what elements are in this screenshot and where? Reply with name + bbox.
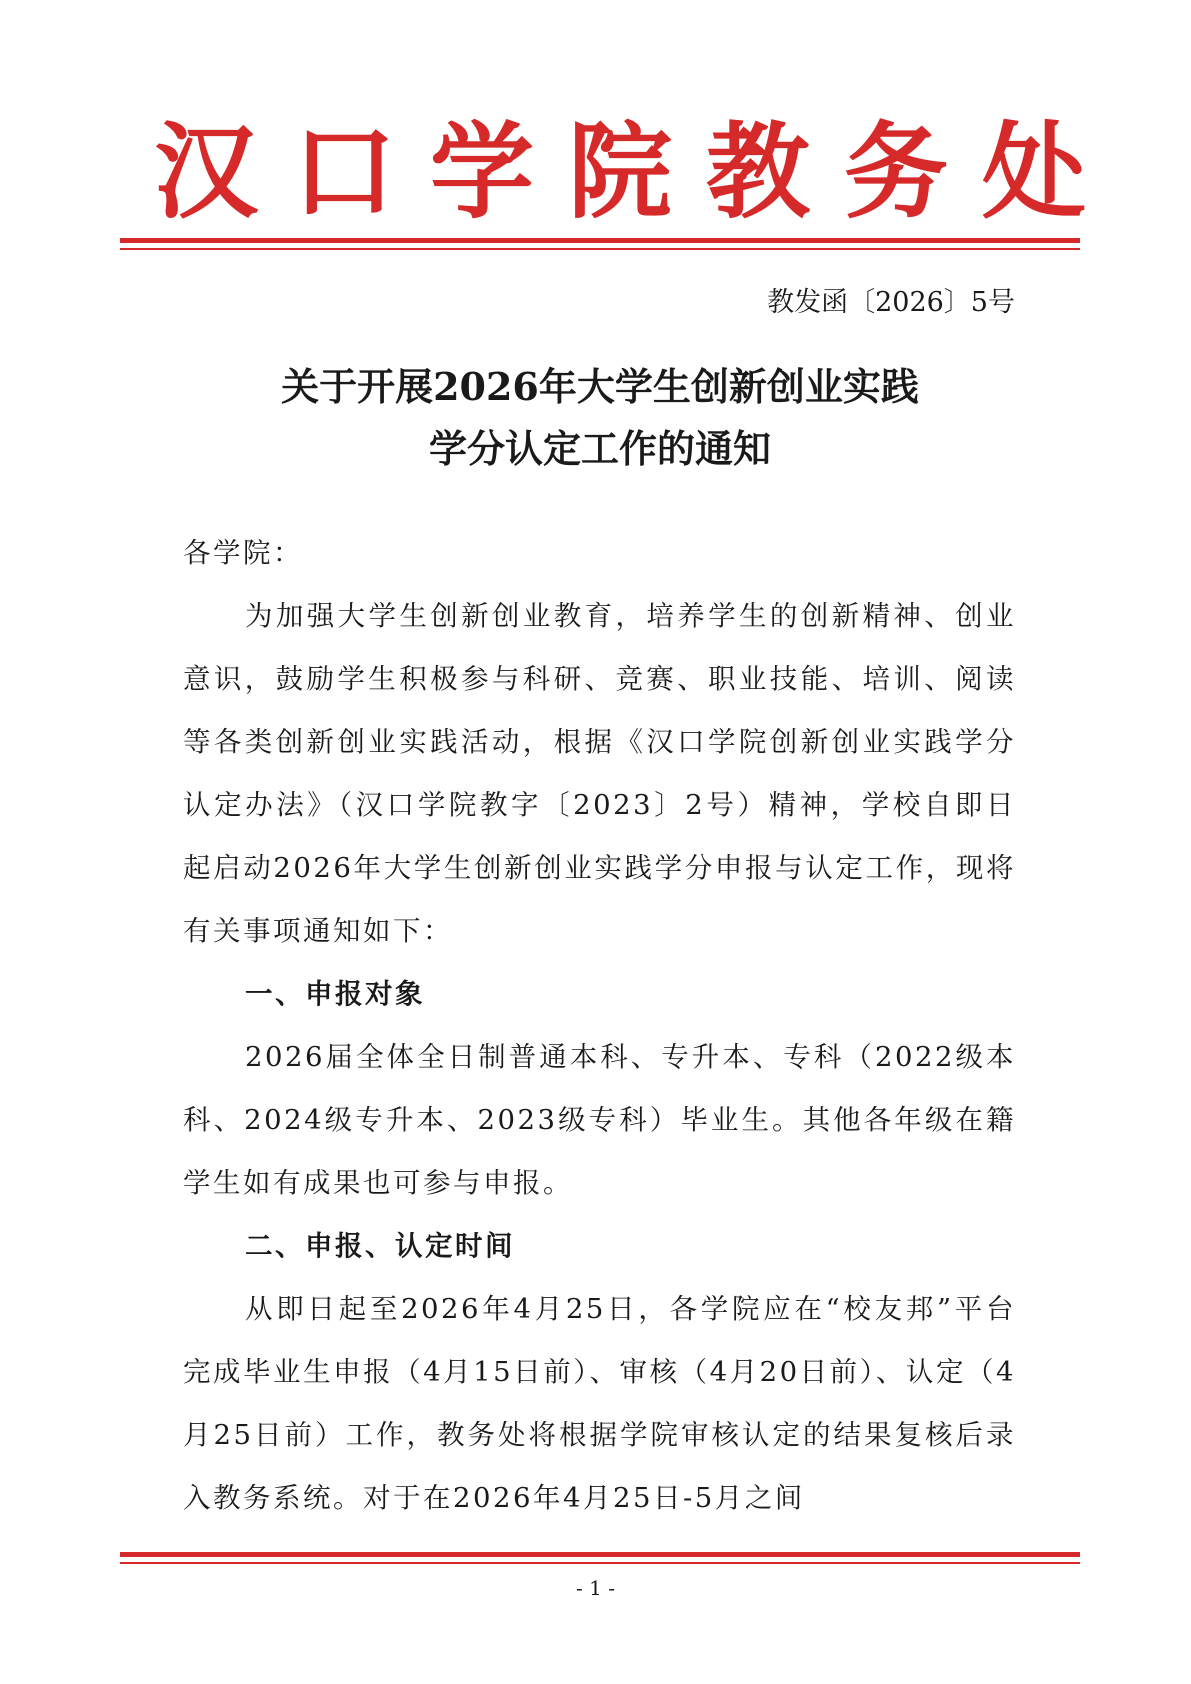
section-heading-schedule: 二、申报、认定时间 bbox=[245, 1230, 515, 1262]
title-line-2: 学分认定工作的通知 bbox=[428, 426, 771, 471]
footer-rule-thick bbox=[120, 1552, 1080, 1557]
masthead-title: 汉口学院教务处 bbox=[154, 110, 1121, 233]
document-number: 教发函〔2026〕5号 bbox=[767, 287, 1015, 318]
page-number: - 1 - bbox=[576, 1576, 615, 1600]
footer-rule-thin bbox=[120, 1562, 1080, 1564]
intro-paragraph: 为加强大学生创新创业教育，培养学生的创新精神、创业意识，鼓励学生积极参与科研、竞赛、职业技能、培训、阅读等各类创新创业实践活动，根据《汉口学院创新创业实践学分认定办法》（汉口学院教字〔2023〕2号）精神，学校自即日起启动2026年大学生创新创业实践学分申报与认定工作，现将有关事项通知如下： bbox=[183, 600, 1016, 947]
document-title bbox=[120, 356, 1080, 480]
header-rule-thin bbox=[120, 248, 1080, 250]
salutation: 各学院： bbox=[183, 537, 303, 569]
document-body bbox=[183, 522, 1016, 1530]
header-rule-thick bbox=[120, 238, 1080, 243]
section-heading-applicants: 一、申报对象 bbox=[245, 978, 425, 1010]
title-line-1: 关于开展2026年大学生创新创业实践 bbox=[281, 364, 919, 409]
section-body-applicants: 2026届全体全日制普通本科、专升本、专科（2022级本科、2024级专升本、2023级专科）毕业生。其他各年级在籍学生如有成果也可参与申报。 bbox=[183, 1041, 1016, 1199]
footer-red-rule bbox=[120, 1552, 1080, 1564]
section-body-schedule: 从即日起至2026年4月25日，各学院应在“校友邦”平台完成毕业生申报（4月15日前）、审核（4月20日前）、认定（4月25日前）工作，教务处将根据学院审核认定的结果复核后录入教务系统。对于在2026年4月25日-5月之间 bbox=[183, 1293, 1016, 1514]
header-red-rule bbox=[120, 238, 1080, 250]
